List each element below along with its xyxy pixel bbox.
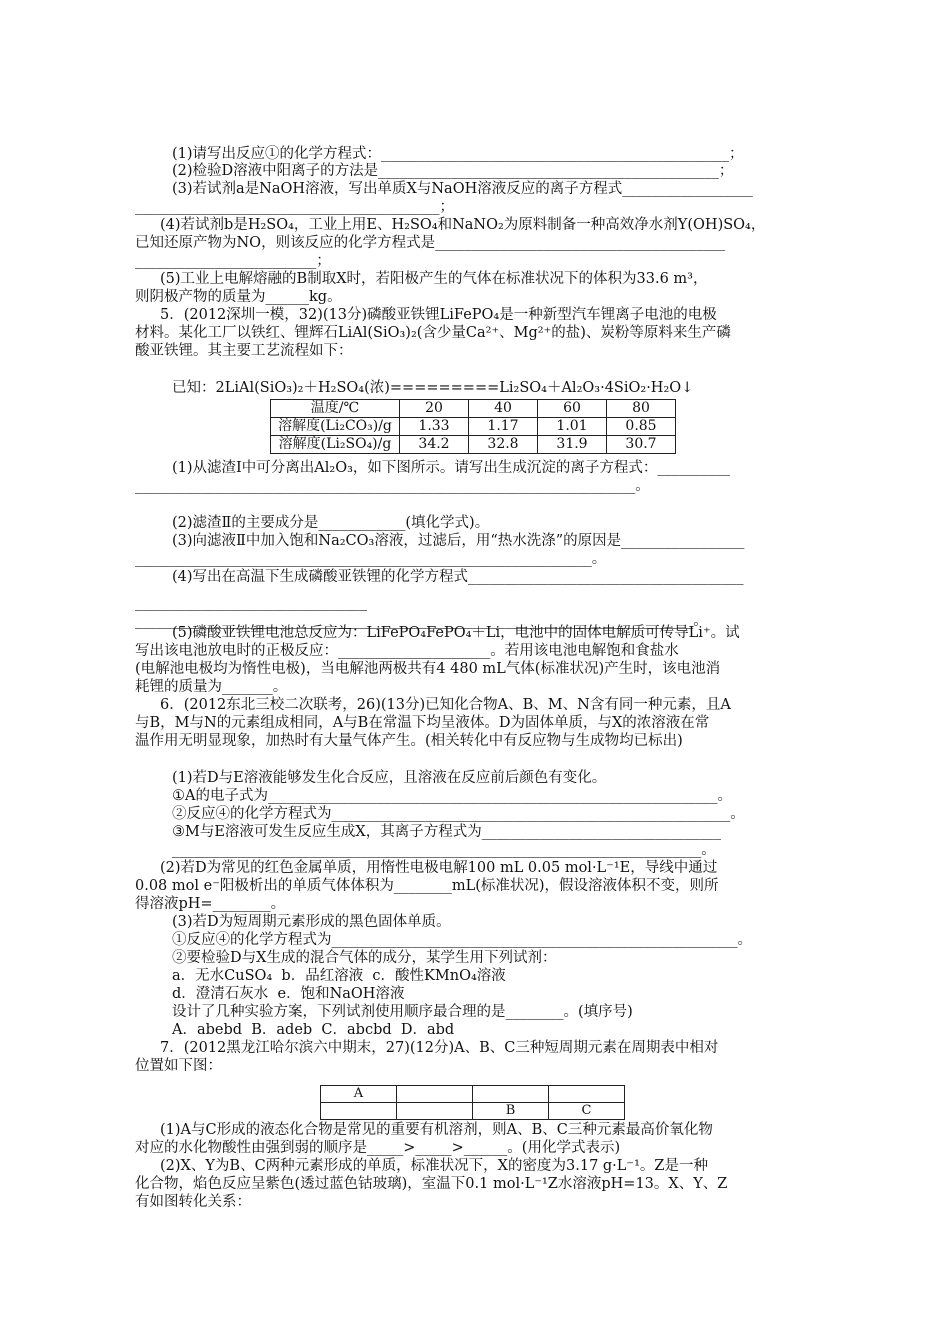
text-line: (2)滤渣Ⅱ的主要成分是____________(填化学式)。 xyxy=(172,515,490,531)
grid-cell xyxy=(397,1103,473,1120)
table-cell: 31.9 xyxy=(538,436,607,454)
text-line: 材料。某化工厂以铁红、锂辉石LiAl(SiO₃)₂(含少量Ca²⁺、Mg²⁺的盐)、炭粉等原料来生产磷 xyxy=(135,325,731,341)
text-line: 5．(2012深圳一模，32)(13分)磷酸亚铁锂LiFePO₄是一种新型汽车锂离子电池的电极 xyxy=(160,307,717,323)
text-line: (3)若试剂a是NaOH溶液，写出单质X与NaOH溶液反应的离子方程式__________________ xyxy=(172,181,753,197)
text-line: (3)若D为短周期元素形成的黑色固体单质。 xyxy=(172,914,451,930)
text-line: (3)向滤液Ⅱ中加入饱和Na₂CO₃溶液，过滤后，用“热水洗涤”的原因是_________________ xyxy=(172,533,745,549)
text-line: __________________________________________； xyxy=(135,199,454,215)
table-cell: 30.7 xyxy=(607,436,676,454)
text-line: 与B，M与N的元素组成相同，A与B在常温下均呈液体。D为固体单质，与X的浓溶液在常 xyxy=(135,715,710,731)
solubility-table xyxy=(270,399,676,454)
text-line: ________________________________ xyxy=(135,595,367,611)
table-cell: 溶解度(Li₂CO₃)/g xyxy=(271,418,400,436)
text-line: (2)X、Y为B、C两种元素形成的单质，标准状况下，X的密度为3.17 g·L⁻¹。Z是一种 xyxy=(160,1158,708,1174)
text-line: d．澄清石灰水 e．饱和NaOH溶液 xyxy=(172,986,405,1002)
grid-cell xyxy=(473,1086,549,1103)
text-line: ①反应④的化学方程式为________________________________________________________。 xyxy=(172,932,752,948)
text-line: (1)若D与E溶液能够发生化合反应，且溶液在反应前后颜色有变化。 xyxy=(172,770,607,786)
table-row xyxy=(271,418,676,436)
table-cell: 20 xyxy=(400,400,469,418)
text-line: 有如图转化关系： xyxy=(135,1194,251,1210)
grid-row xyxy=(321,1103,625,1120)
text-line: (1)A与C形成的液态化合物是常见的重要有机溶剂，则A、B、C三种元素最高价氧化物 xyxy=(160,1122,713,1138)
text-line: 已知还原产物为NO，则该反应的化学方程式是________________________________________ xyxy=(135,235,726,251)
text-line: ②要检验D与X生成的混合气体的成分，某学生用下列试剂： xyxy=(172,950,557,966)
text-line: A．abebd B．adeb C．abcbd D．abd xyxy=(172,1022,455,1038)
text-line: _________________________________________________________________________。 xyxy=(172,842,716,858)
text-line: (4)若试剂b是H₂SO₄，工业上用E、H₂SO₄和NaNO₂为原料制备一种高效净水剂Y(OH)SO₄， xyxy=(160,217,766,233)
periodic-position-table xyxy=(320,1085,625,1120)
text-line: (4)写出在高温下生成磷酸亚铁锂的化学方程式______________________________________ xyxy=(172,569,744,585)
text-line: ②反应④的化学方程式为_______________________________________________________。 xyxy=(172,806,745,822)
text-line: (电解池电极均为惰性电极)，当电解池两极共有4 480 mL气体(标准状况)产生时，该电池消 xyxy=(135,661,721,677)
table-row xyxy=(271,436,676,454)
table-cell: 0.85 xyxy=(607,418,676,436)
table-cell: 40 xyxy=(469,400,538,418)
text-line: 则阴极产物的质量为______kg。 xyxy=(135,289,342,305)
text-line: 写出该电池放电时的正极反应：_____________________。若用该电池电解饱和食盐水 xyxy=(135,643,679,659)
text-line: 化合物，焰色反应呈紫色(透过蓝色钴玻璃)，室温下0.1 mol·L⁻¹Z水溶液pH=13。X、Y、Z xyxy=(135,1176,728,1192)
grid-cell: B xyxy=(473,1103,549,1120)
table-cell: 温度/℃ xyxy=(271,400,400,418)
text-line: 酸亚铁锂。其主要工艺流程如下： xyxy=(135,343,353,359)
table-cell: 1.17 xyxy=(469,418,538,436)
text-line: ①A的电子式为______________________________________________________________。 xyxy=(172,788,732,804)
text-line: 位置如下图： xyxy=(135,1058,222,1074)
text-line: (5)工业上电解熔融的B制取X时，若阳极产生的气体在标准状况下的体积为33.6 m³， xyxy=(160,271,708,287)
text-line: (1)从滤渣Ⅰ中可分离出Al₂O₃，如下图所示。请写出生成沉淀的离子方程式：__________ xyxy=(172,460,730,476)
text-line: 耗锂的质量为_______。 xyxy=(135,679,288,695)
table-cell: 1.33 xyxy=(400,418,469,436)
table-cell: 60 xyxy=(538,400,607,418)
text-line: 7．(2012黑龙江哈尔滨六中期末，27)(12分)A、B、C三种短周期元素在周期表中相对 xyxy=(160,1040,719,1056)
text-line: 已知：2LiAl(SiO₃)₂＋H₂SO₄(浓)=========Li₂SO₄＋Al₂O₃·4SiO₂·H₂O↓ xyxy=(172,380,694,396)
grid-cell: C xyxy=(549,1103,625,1120)
text-line: _____________________________________________________________________。 xyxy=(135,478,650,494)
text-line: (1)请写出反应①的化学方程式：________________________________________________； xyxy=(172,146,744,162)
grid-cell: A xyxy=(321,1086,397,1103)
table-cell: 溶解度(Li₂SO₄)/g xyxy=(271,436,400,454)
table-cell: 34.2 xyxy=(400,436,469,454)
text-line: 0.08 mol e⁻阳极析出的单质气体体积为________mL(标准状况)，假设溶液体积不变，则所 xyxy=(135,878,719,894)
grid-cell xyxy=(549,1086,625,1103)
text-line: 得溶液pH=________。 xyxy=(135,896,286,912)
table-cell: 1.01 xyxy=(538,418,607,436)
grid-row xyxy=(321,1086,625,1103)
text-line: ③M与E溶液可发生反应生成X，其离子方程式为_________________________________ xyxy=(172,824,722,840)
text-line: _________________________； xyxy=(135,253,331,269)
text-line: a．无水CuSO₄ b．品红溶液 c．酸性KMnO₄溶液 xyxy=(172,968,506,984)
text-line: (5)磷酸亚铁锂电池总反应为：LiFePO₄FePO₄＋Li，电池中的固体电解质可传导Li⁺。试 xyxy=(172,625,740,641)
text-line: 6．(2012东北三校二次联考，26)(13分)已知化合物A、B、M、N含有同一种元素，且A xyxy=(160,697,731,713)
text-line: 设计了几种实验方案，下列试剂使用顺序最合理的是________。(填序号) xyxy=(172,1004,633,1020)
text-line: (2)检验D溶液中阳离子的方法是_______________________________________________； xyxy=(172,163,734,179)
table-cell: 32.8 xyxy=(469,436,538,454)
grid-cell xyxy=(397,1086,473,1103)
table-cell: 80 xyxy=(607,400,676,418)
table-row xyxy=(271,400,676,418)
text-line: _____________________________________________________________________________。 xyxy=(135,613,708,629)
text-line: 温作用无明显现象，加热时有大量气体产生。(相关转化中有反应物与生成物均已标出) xyxy=(135,733,683,749)
text-line: (2)若D为常见的红色金属单质，用惰性电极电解100 mL 0.05 mol·L⁻¹E，导线中通过 xyxy=(160,860,718,876)
text-line: 对应的水化物酸性由强到弱的顺序是_____>_____>______。(用化学式表示) xyxy=(135,1140,621,1156)
grid-cell xyxy=(321,1103,397,1120)
text-line: _______________________________________________________________。 xyxy=(135,551,607,567)
